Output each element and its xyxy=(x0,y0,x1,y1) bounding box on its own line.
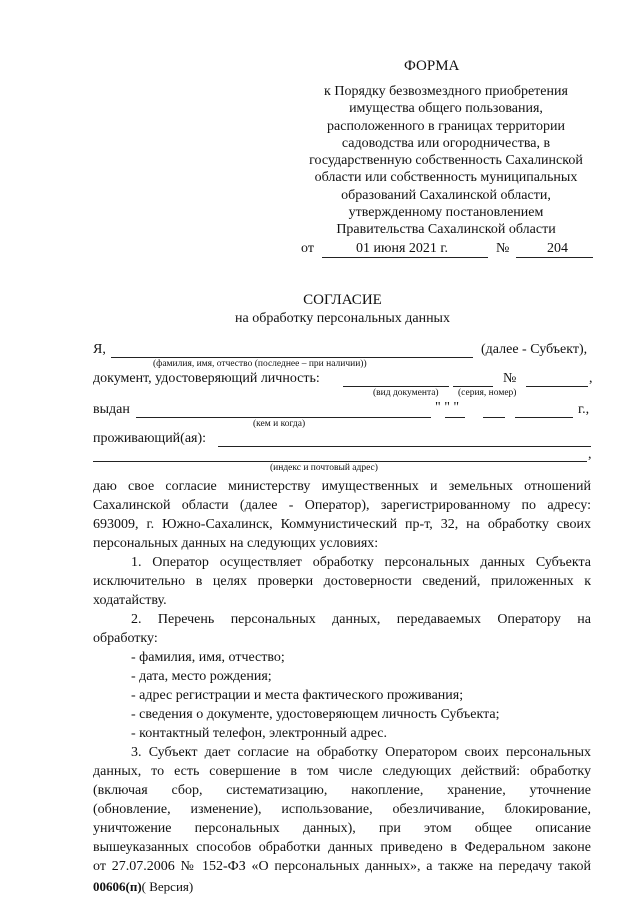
issued-hint: (кем и когда) xyxy=(253,419,306,429)
doc-comma: , xyxy=(589,371,593,386)
consent-subtitle: на обработку персональных данных xyxy=(235,311,450,326)
issue-year-field[interactable] xyxy=(515,417,573,418)
intro-line: 693009, г. Южно-Сахалинск, Коммунистический пр-т, 32, на обработку своих xyxy=(93,517,591,532)
year-suffix: г., xyxy=(578,402,590,417)
paragraph-1-line: ходатайству. xyxy=(93,593,167,608)
paragraph-3-line: данных, то есть совершение в том числе следующих действий: обработку xyxy=(93,764,591,779)
subject-suffix: (далее - Субъект), xyxy=(481,342,588,357)
fio-hint: (фамилия, имя, отчество (последнее – при наличии)) xyxy=(153,359,367,369)
doc-number-sign: № xyxy=(503,371,517,386)
subtitle-line: утвержденному постановлением xyxy=(348,205,544,221)
form-date: 01 июня 2021 г. xyxy=(356,241,449,256)
footer-version: ( Версия) xyxy=(141,879,194,894)
form-title: ФОРМА xyxy=(404,58,460,74)
intro-line: Сахалинской области (далее - Оператор), зарегистрированному по адресу: xyxy=(93,498,591,513)
intro-line: даю свое согласие министерству имущественных и земельных отношений xyxy=(93,479,591,494)
list-item: - сведения о документе, удостоверяющем личность Субъекта; xyxy=(131,707,500,722)
doc-type-hint: (вид документа) xyxy=(373,388,439,398)
footer xyxy=(93,879,193,895)
number-underline xyxy=(516,257,593,258)
number-sign: № xyxy=(496,241,510,256)
date-underline xyxy=(322,257,488,258)
subtitle-line: образований Сахалинской области, xyxy=(341,187,551,203)
address-hint: (индекс и почтовый адрес) xyxy=(270,463,378,473)
residing-label: проживающий(ая): xyxy=(93,431,207,446)
paragraph-1-line: 1. Оператор осуществляет обработку персональных данных Субъекта xyxy=(131,555,591,570)
form-subtitle xyxy=(296,83,596,239)
address-comma: , xyxy=(588,447,592,462)
paragraph-1-line: исключительно в целях проверки достоверности сведений, приложенных к xyxy=(93,574,591,589)
date-prefix: от xyxy=(301,241,314,256)
list-item: - фамилия, имя, отчество; xyxy=(131,650,285,665)
paragraph-3-line: вышеуказанных способов обработки данных приведено в Федеральном законе xyxy=(93,840,591,855)
intro-line: персональных данных на следующих условиях: xyxy=(93,536,379,551)
issued-by-field[interactable] xyxy=(136,417,431,418)
list-item: - адрес регистрации и места фактического проживания; xyxy=(131,688,464,703)
list-item: - контактный телефон, электронный адрес. xyxy=(131,726,387,741)
paragraph-2-line: 2. Перечень персональных данных, передаваемых Оператору на xyxy=(131,612,591,627)
paragraph-3-line: (обновление, изменение), использование, обезличивание, блокирование, xyxy=(93,802,591,817)
issued-label: выдан xyxy=(93,402,130,417)
paragraph-3-line: (включая сбор, систематизацию, накопление, хранение, уточнение xyxy=(93,783,591,798)
subtitle-line: государственную собственность Сахалинской xyxy=(309,153,583,169)
subtitle-line: имущества общего пользования, xyxy=(349,101,543,117)
consent-title: СОГЛАСИЕ xyxy=(303,292,382,308)
footer-code: 00606(п) xyxy=(93,879,142,894)
issue-month-field[interactable] xyxy=(483,417,505,418)
subtitle-line: расположенного в границах территории xyxy=(327,118,565,134)
paragraph-3-line: от 27.07.2006 № 152-ФЗ «О персональных данных», а также на передачу такой xyxy=(93,859,591,874)
address-field-1[interactable] xyxy=(218,446,591,447)
date-quotes: " " " xyxy=(435,400,460,415)
doc-number-field[interactable] xyxy=(526,386,588,387)
doc-type-field[interactable] xyxy=(343,386,449,387)
doc-series-hint: (серия, номер) xyxy=(458,388,517,398)
subtitle-line: к Порядку безвозмездного приобретения xyxy=(324,84,568,99)
address-field-2[interactable] xyxy=(93,461,587,462)
subtitle-line: области или собственность муниципальных xyxy=(314,170,578,186)
subtitle-line: Правительства Сахалинской области xyxy=(336,222,556,238)
issue-day-field[interactable] xyxy=(445,417,465,418)
fio-field[interactable] xyxy=(111,357,473,358)
paragraph-3-line: 3. Субъект дает согласие на обработку Оператором своих персональных xyxy=(131,745,591,760)
form-number: 204 xyxy=(547,241,568,256)
i-label: Я, xyxy=(93,342,106,357)
document-label: документ, удостоверяющий личность: xyxy=(93,371,320,386)
subtitle-line: садоводства или огородничества, в xyxy=(341,135,551,151)
paragraph-3-line: уничтожение персональных данных), при этом общее описание xyxy=(93,821,591,836)
paragraph-2-line: обработку: xyxy=(93,631,158,646)
list-item: - дата, место рождения; xyxy=(131,669,272,684)
doc-series-field[interactable] xyxy=(453,386,493,387)
